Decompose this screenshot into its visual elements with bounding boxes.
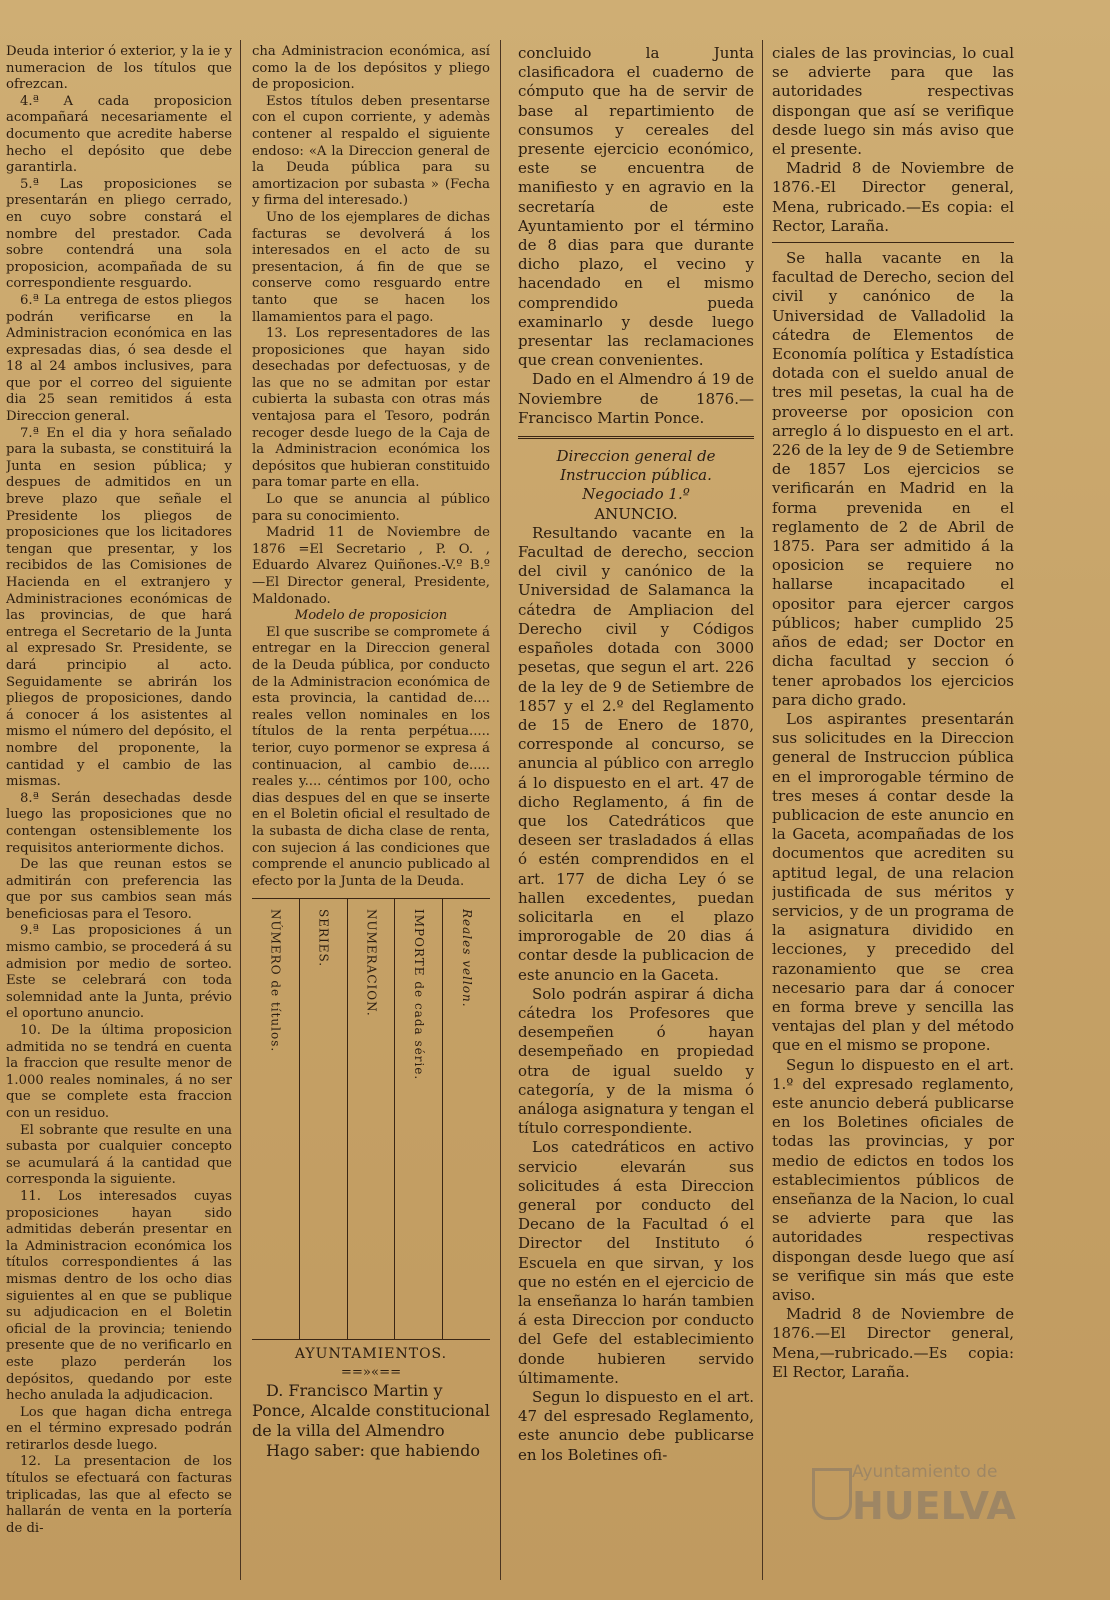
paragraph: ciales de las provincias, lo cual se advierte para que las autoridades respectivas dispongan que así se verifique desde luego sin más aviso que el presente. — [772, 44, 1014, 159]
table-header: NUMERACION. — [364, 909, 379, 1017]
column-3 — [518, 44, 754, 1465]
column-4 — [772, 44, 1014, 1382]
column-rule — [240, 40, 241, 1580]
modelo-text: El que suscribe se compromete á entregar en la Direccion general de la Deuda pública, por conducto de la Administracion económica de esta provincia, la cantidad de.... reales vellon nominales en los títulos de la renta perpétua..... terior, cuyo pormenor se expresa á continuacion, al cambio de..... reales y.... céntimos por 100, ocho dias despues del en que se inserte en el Boletin oficial el resultado de la subasta de dicha clase de renta, con sujecion á las condiciones que comprende el anuncio publicado al efecto por la Junta de la Deuda. — [252, 624, 490, 889]
paragraph: Deuda interior ó exterior, y la ie y numeracion de los títulos que ofrezcan. — [6, 44, 232, 93]
paragraph: Segun lo dispuesto en el art. 47 del espresado Reglamento, este anuncio debe publicarse en los Boletines ofi- — [518, 1388, 754, 1464]
table-header: NÚMERO de títulos. — [268, 909, 283, 1053]
table-header: SERIES. — [316, 909, 331, 968]
paragraph: Madrid 11 de Noviembre de 1876 =El Secretario , P. O. , Eduardo Alvarez Quiñones.-V.º B.º —El Director general, Presidente, Maldonado. — [252, 525, 490, 607]
paragraph: Resultando vacante en la Facultad de derecho, seccion del civil y canónico de la Universidad de Salamanca la cátedra de Ampliacion del Derecho civil y Códigos españoles dotada con 3000 pesetas, que segun el art. 226 de la ley de 9 de Setiembre de 1857 y el 2.º del Reglamento de 15 de Enero de 1870, corresponde al concurso, se anuncia al público con arreglo á lo dispuesto en el art. 47 de dicho Reglamento, á fin de que los Catedráticos que deseen ser trasladados á ellas ó estén comprendidos en el art. 177 de dicha Ley ó se hallen excedentes, puedan solicitarla en el plazo improrogable de 20 dias á contar desde la publicacion de este anuncio en la Gaceta. — [518, 523, 754, 984]
negociado-heading: Negociado 1.º — [582, 485, 690, 504]
paragraph: 10. De la última proposicion admitida no se tendrá en cuenta la fraccion que resulte menor de 1.000 reales nominales, á no ser que se complete esta fraccion con un residuo. — [6, 1023, 232, 1121]
table-column — [347, 899, 395, 1339]
table-column — [442, 899, 490, 1339]
paragraph: Lo que se anuncia al público para su conocimiento. — [252, 492, 490, 524]
shield-icon — [812, 1468, 852, 1520]
paragraph: 12. La presentacion de los títulos se efectuará con facturas triplicadas, las que al efecto se hallarán de venta en la portería de di- — [6, 1454, 232, 1536]
table-header: IMPORTE de cada série. — [412, 909, 427, 1081]
paragraph: 6.ª La entrega de estos pliegos podrán verificarse en la Administracion económica en las expresadas dias, ó sea desde el 18 al 24 ambos inclusives, para que por el correo del siguiente dia 25 sean remitidos á esta Direccion general. — [6, 292, 232, 425]
paragraph: 8.ª Serán desechadas desde luego las proposiciones que no contengan ostensiblemente los requisitos anteriormente dichos. — [6, 790, 232, 856]
paragraph: 9.ª Las proposiciones á un mismo cambio, se procederá á su admision por medio de sorteo. Este se celebrará con toda solemnidad ante la Junta, prévio el oportuno anuncio. — [6, 923, 232, 1022]
ornament: ==»«== — [340, 1364, 402, 1380]
table-column — [252, 899, 299, 1339]
paragraph: De las que reunan estos se admitirán con preferencia las que por sus cambios sean más beneficiosas para el Tesoro. — [6, 857, 232, 922]
column-1 — [6, 44, 232, 1537]
watermark-line-1: Ayuntamiento de — [852, 1462, 998, 1482]
paragraph: 11. Los interesados cuyas proposiciones hayan sido admitidas deberán presentar en la Administracion económica los títulos correspondientes á las mismas dentro de los ocho dias siguientes al en que se publique su adjudicacion en el Boletin oficial de la provincia; teniendo presente que de no verificarlo en este plazo perderán los depósitos, quedando por este hecho anulada la adjudicacion. — [6, 1188, 232, 1404]
paragraph: Se halla vacante en la facultad de Derecho, secion del civil y canónico de la Universidad de Valladolid la cátedra de Elementos de Economía política y Estadística dotada con el sueldo anual de tres mil pesetas, la cual ha de proveerse por oposicion con arreglo á lo dispuesto en el art. 226 de la ley de 9 de Setiembre de 1857 Los ejercicios se verificarán en Madrid en la forma prevenida en el reglamento de 2 de Abril de 1875. Para ser admitido á la oposicion se requiere no hallarse incapacitado el opositor para ejercer cargos públicos; haber cumplido 25 años de edad; ser Doctor en dicha facultad y seccion ó tener aprobados los ejercicios para dicho grado. — [772, 249, 1014, 709]
paragraph: Los catedráticos en activo servicio elevarán sus solicitudes á esta Direccion general por conducto del Decano de la Facultad ó el Director del Instituto ó Escuela en que sirvan, y los que no estén en el ejercicio de la enseñanza lo harán tambien á esta Direccion por conducto del Gefe del establecimiento donde hubieren servido últimamente. — [518, 1138, 754, 1387]
paragraph: 7.ª En el dia y hora señalado para la subasta, se constituirá la Junta en sesion pública; y despues de admitidos en un breve plazo que señale el Presidente los pliegos de proposiciones que los licitadores tengan que presentar, y los recibidos de las Comisiones de Hacienda en el extranjero y Administraciones económicas de las provincias, de que hará entrega el Secretario de la Junta al expresado Sr. Presidente, se dará principio al acto. Seguidamente se abrirán los pliegos de proposiciones, dando á conocer á los asistentes al mismo el número del depósito, el nombre del proponente, la cantidad y el cambio de las mismas. — [6, 425, 232, 790]
paragraph: 5.ª Las proposiciones se presentarán en pliego cerrado, en cuyo sobre constará el nombre del prestador. Cada sobre contendrá una sola proposicion, acompañada de su correspondiente resguardo. — [6, 176, 232, 292]
divider — [772, 242, 1014, 243]
archive-watermark — [812, 1458, 1016, 1538]
paragraph: cha Administracion económica, así como la de los depósitos y pliego de proposicion. — [252, 44, 490, 93]
paragraph: Uno de los ejemplares de dichas facturas se devolverá á los interesados en el acto de su presentacion, á fin de que se conserve como resguardo entre tanto que se hacen los llamamientos para el pago. — [252, 209, 490, 325]
modelo-title: Modelo de proposicion — [294, 608, 448, 624]
paragraph: concluido la Junta clasificadora el cuaderno de cómputo que ha de servir de base al repartimiento de consumos y cereales del presente ejercicio económico, este se encuentra de manifiesto y en agravio en la secretaría de este Ayuntamiento por el término de 8 dias para que durante dicho plazo, el vecino y hacendado en el mismo comprendido pueda examinarlo y desde luego presentar las reclamaciones que crean convenientes. — [518, 44, 754, 370]
table-column — [394, 899, 442, 1339]
paragraph: 4.ª A cada proposicion acompañará necesariamente el documento que acredite haberse hecho el depósito que debe garantirla. — [6, 93, 232, 176]
anuncio-heading: ANUNCIO. — [594, 504, 678, 523]
paragraph: Dado en el Almendro á 19 de Noviembre de 1876.— Francisco Martin Ponce. — [518, 370, 754, 427]
paragraph: D. Francisco Martin y Ponce, Alcalde constitucional de la villa del Almendro — [252, 1381, 490, 1441]
column-rule — [762, 40, 763, 1580]
column-2 — [252, 44, 490, 1461]
table-column — [299, 899, 347, 1339]
paragraph: Madrid 8 de Noviembre de 1876.-El Director general, Mena, rubricado.—Es copia: el Rector, Laraña. — [772, 159, 1014, 235]
column-rule — [500, 40, 501, 1580]
paragraph: El sobrante que resulte en una subasta por cualquier concepto se acumulará á la cantidad que corresponda la siguiente. — [6, 1122, 232, 1188]
paragraph: 13. Los representadores de las proposiciones que hayan sido desechadas por defectuosas, y de las que no se admitan por estar cubierta la subasta con otras más ventajosa para el Tesoro, podrán recoger desde luego de la Caja de la Administracion económica los depósitos que hubieran constituido para tomar parte en ella. — [252, 326, 490, 491]
paragraph: Hago saber: que habiendo — [266, 1441, 480, 1461]
watermark-line-2: HUELVA — [852, 1484, 1016, 1528]
paragraph: Solo podrán aspirar á dicha cátedra los Profesores que desempeñen ó hayan desempeñado en propiedad otra de igual sueldo y categoría, y de la misma ó análoga asignatura y tengan el título correspondiente. — [518, 984, 754, 1138]
table-header: Reales vellon. — [459, 909, 474, 1008]
proposal-form-table — [252, 898, 490, 1340]
divider — [518, 436, 754, 439]
section-heading: AYUNTAMIENTOS. — [294, 1346, 448, 1363]
paragraph: Segun lo dispuesto en el art. 1.º del expresado reglamento, este anuncio deberá publicarse en los Boletines oficiales de todas las provincias, y por medio de edictos en todos los establecimientos públicos de enseñanza de la Nacion, lo cual se advierte para que las autoridades respectivas dispongan desde luego que así se verifique sin más que este aviso. — [772, 1055, 1014, 1304]
paragraph: Estos títulos deben presentarse con el cupon corriente, y ademàs contener al respaldo el siguiente endoso: «A la Direccion general de la Deuda pública para su amortizacion por subasta » (Fecha y firma del interesado.) — [252, 93, 490, 209]
paragraph: Los que hagan dicha entrega en el término expresado podrán retirarlos desde luego. — [6, 1404, 232, 1453]
paragraph: Madrid 8 de Noviembre de 1876.—El Director general, Mena,—rubricado.—Es copia: El Rector, Laraña. — [772, 1305, 1014, 1381]
section-heading: Direccion general de Instruccion pública. — [556, 447, 716, 485]
paragraph: Los aspirantes presentarán sus solicitudes en la Direccion general de Instruccion pública en el improrogable término de tres meses á contar desde la publicacion de este anuncio en la Gaceta, acompañadas de los documentos que acrediten su aptitud legal, de una relacion justificada de sus méritos y servicios, y de un programa de la asignatura dividido en lecciones, y precedido del razonamiento que se crea necesario para dar á conocer en forma breve y sencilla las ventajas del plan y del método que en el mismo se propone. — [772, 709, 1014, 1055]
